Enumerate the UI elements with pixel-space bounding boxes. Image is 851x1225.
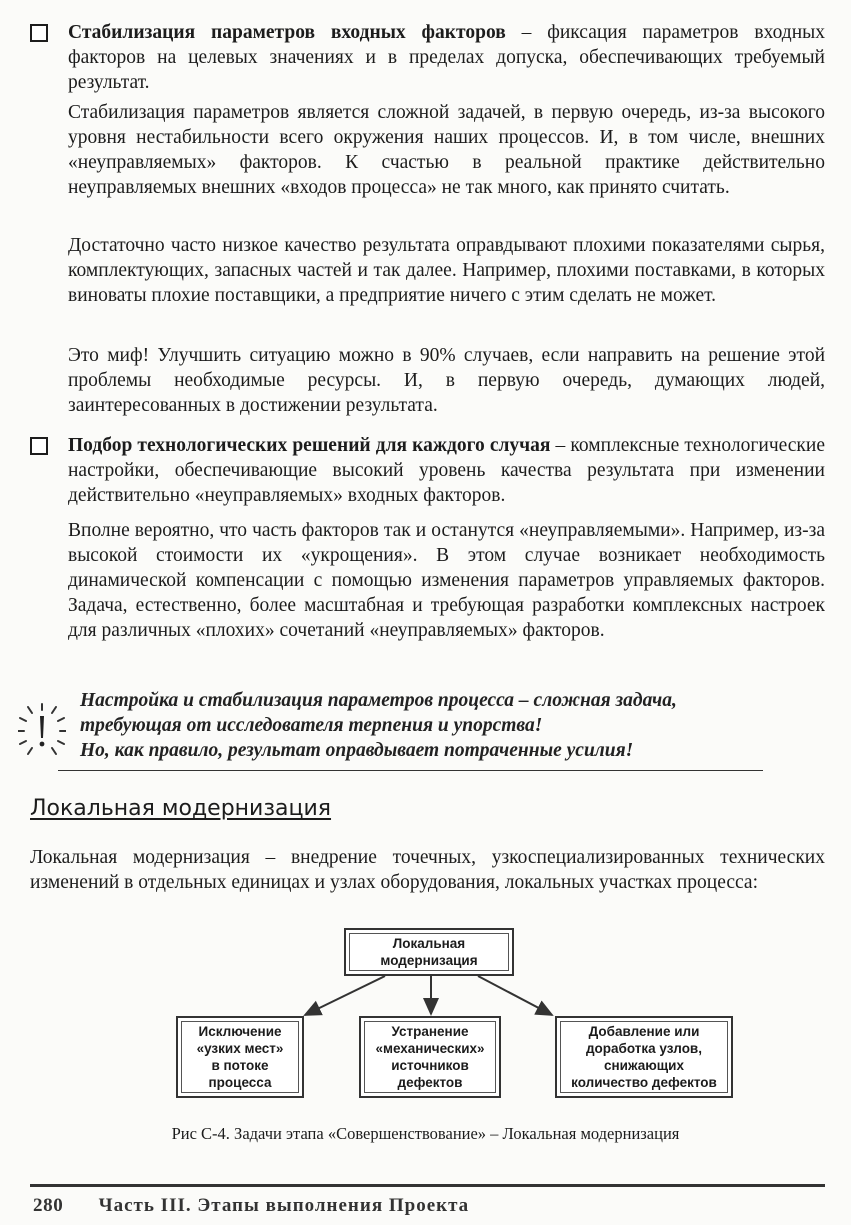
arrow-to-right-box (478, 976, 552, 1015)
diagram-box-line: дефектов (397, 1075, 463, 1090)
diagram-box-mechanical-sources (359, 1016, 501, 1098)
bullet-technological-solutions (30, 433, 825, 508)
bullet-stabilization-title: Стабилизация параметров входных факторов (68, 22, 506, 43)
diagram-box-line: количество дефектов (571, 1075, 717, 1090)
diagram-box-line: в потоке (211, 1058, 269, 1073)
exclamation-burst-icon (18, 702, 66, 758)
diagram-box-add-components (555, 1016, 733, 1098)
note-callout (18, 688, 763, 774)
note-line: требующая от исследователя терпения и упорства! (80, 715, 543, 736)
paragraph-poor-quality-excuses: Достаточно часто низкое качество результата оправдывают плохими показателями сырья, комплектующих, запасных частей и так далее. Например, плохими поставками, в которых виноваты плохие поставщики, а предприятие ничего с этим сделать не может. (68, 235, 825, 306)
bullet-technological-solutions-description: – комплексные технологические настройки, обеспечивающие высокий уровень качества результата при изменении действительно «неуправляемых» входных факторов. (68, 435, 825, 506)
footer-divider (30, 1184, 825, 1187)
diagram-box-line: источников (391, 1058, 469, 1073)
diagram-root-line: модернизация (380, 953, 478, 968)
figure-caption: Рис С-4. Задачи этапа «Совершенствование» – Локальная модернизация (171, 1124, 680, 1143)
paragraph-uncontrolled-factors: Вполне вероятно, что часть факторов так и останутся «неуправляемыми». Например, из-за высокой стоимости их «укрощения». В этом случае возникает необходимость динамической компенсации с помощью изменения параметров управляемых факторов. Задача, естественно, более масштабная и требующая разработки комплексных настроек для различных «плохих» сочетаний «неуправляемых» факторов. (68, 520, 825, 641)
diagram-box-bottlenecks (176, 1016, 304, 1098)
checkbox-bullet-icon (30, 24, 48, 42)
diagram-root-box (344, 928, 514, 976)
running-footer-title: Часть III. Этапы выполнения Проекта (98, 1195, 470, 1216)
diagram-box-line: «механических» (375, 1041, 485, 1056)
paragraph-local-modernization-intro: Локальная модернизация – внедрение точечных, узкоспециализированных технических изменений в отдельных единицах и узлах оборудования, локальных участках процесса: (30, 847, 825, 893)
diagram-box-line: Устранение (391, 1024, 469, 1039)
page-footer (33, 1195, 469, 1217)
page-number: 280 (33, 1195, 64, 1216)
note-line: Но, как правило, результат оправдывает потраченные усилия! (80, 740, 634, 761)
bullet-stabilization-description: – фиксация параметров входных факторов на целевых значениях и в пределах допуска, обеспечивающих требуемый результат. (68, 22, 825, 93)
diagram-box-line: доработка узлов, (585, 1041, 702, 1056)
local-modernization-diagram (0, 920, 851, 1110)
arrow-to-left-box (305, 976, 385, 1015)
bullet-technological-solutions-title: Подбор технологических решений для каждого случая (68, 435, 551, 456)
bullet-stabilization-text (68, 20, 825, 95)
diagram-box-line: Добавление или (588, 1024, 700, 1039)
bullet-stabilization (30, 20, 825, 95)
note-text (80, 688, 677, 763)
paragraph-myth: Это миф! Улучшить ситуацию можно в 90% случаев, если направить на решение этой проблемы необходимые ресурсы. И, в первую очередь, думающих людей, заинтересованных в достижении результата. (68, 345, 825, 416)
checkbox-bullet-icon (30, 437, 48, 455)
diagram-box-line: процесса (208, 1075, 272, 1090)
diagram-root-line: Локальная (392, 936, 466, 951)
diagram-box-line: снижающих (604, 1058, 684, 1073)
diagram-box-line: «узких мест» (196, 1041, 284, 1056)
paragraph-stabilization-complexity: Стабилизация параметров является сложной задачей, в первую очередь, из-за высокого уровня нестабильности всего окружения наших процессов. И, в том числе, внешних «неуправляемых» факторов. К счастью в реальной практике действительно неуправляемых внешних «входов процесса» не так много, как принято считать. (68, 102, 825, 198)
section-title: Локальная модернизация (30, 796, 332, 821)
bullet-technological-solutions-text (68, 433, 825, 508)
note-divider (58, 770, 763, 771)
diagram-box-line: Исключение (198, 1024, 282, 1039)
note-line: Настройка и стабилизация параметров процесса – сложная задача, (80, 690, 677, 711)
